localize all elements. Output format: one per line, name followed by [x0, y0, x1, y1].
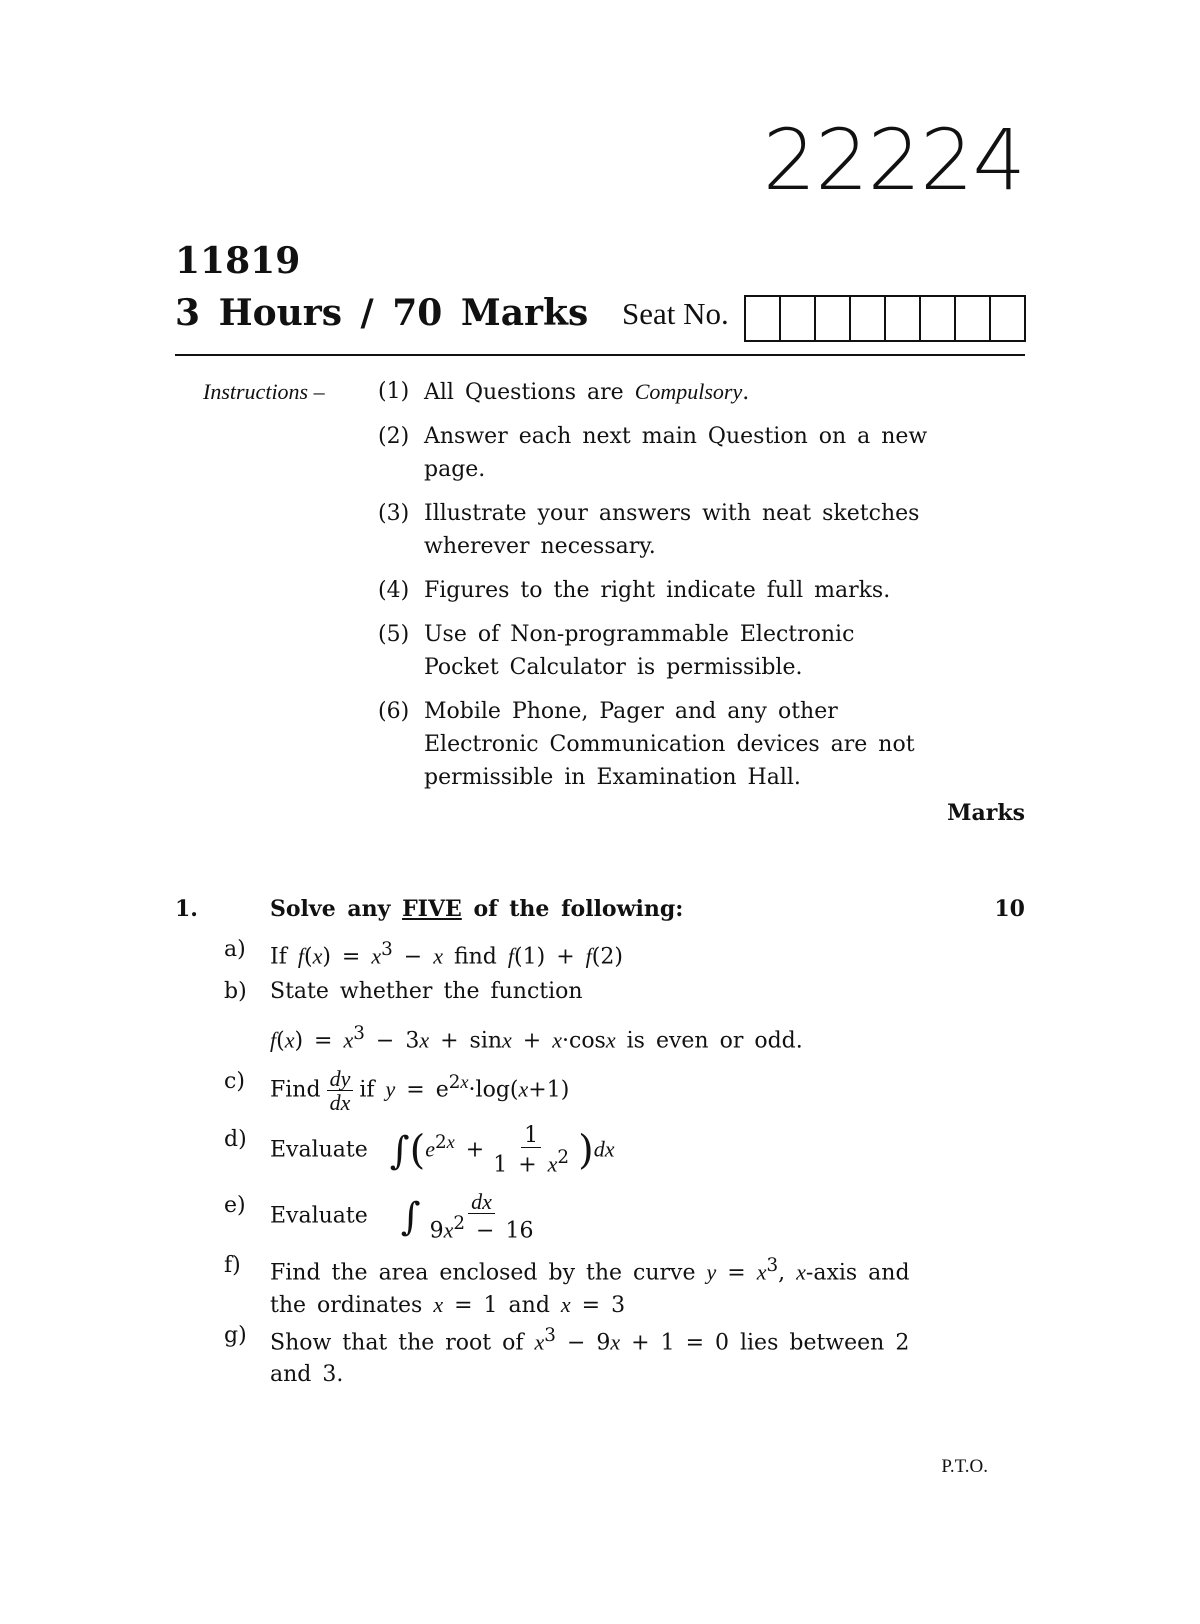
- marks-column-heading: Marks: [947, 800, 1025, 826]
- seat-box[interactable]: [746, 295, 781, 342]
- seat-box[interactable]: [781, 295, 816, 342]
- part-label: g): [224, 1323, 247, 1348]
- instruction-text: Use of Non-programmable Electronic Pocket Calculator is permissible.: [424, 622, 855, 680]
- exam-duration-marks: 3 Hours / 70 Marks: [175, 292, 589, 334]
- question-part-e: [224, 1190, 944, 1243]
- question-title: Solve any FIVE of the following:: [270, 896, 684, 922]
- question-part-a: [224, 934, 944, 973]
- question-marks: 10: [994, 896, 1025, 922]
- instruction-number: (2): [378, 424, 410, 449]
- instruction-text: Mobile Phone, Pager and any other Electronic Communication devices are not permissible in Examination Hall.: [424, 699, 915, 790]
- part-label: c): [224, 1069, 245, 1094]
- instruction-item: [378, 574, 938, 607]
- instruction-number: (6): [378, 699, 410, 724]
- instruction-number: (4): [378, 578, 410, 603]
- instruction-number: (1): [378, 379, 410, 404]
- part-text: Find the area enclosed by the curve $y = x^3$, x-axis and the ordinates x = 1 and x = 3: [270, 1255, 910, 1319]
- instruction-item: [378, 497, 938, 563]
- part-label: e): [224, 1193, 246, 1218]
- part-text: Show that the root of $x^3 - 9x + 1 = 0$ lies between 2 and 3.: [270, 1325, 910, 1388]
- instruction-item: [378, 420, 938, 486]
- seat-box[interactable]: [991, 295, 1026, 342]
- instruction-number: (3): [378, 501, 410, 526]
- part-label: a): [224, 937, 246, 962]
- instruction-number: (5): [378, 622, 410, 647]
- instruction-text: Answer each next main Question on a new page.: [424, 424, 928, 482]
- instructions-list: [378, 375, 938, 805]
- please-turn-over: P.T.O.: [941, 1456, 988, 1477]
- instruction-text: Figures to the right indicate full marks.: [424, 578, 891, 603]
- seat-box[interactable]: [816, 295, 851, 342]
- instructions-label: Instructions –: [203, 379, 325, 404]
- question-part-b: [224, 976, 944, 1057]
- seat-box[interactable]: [886, 295, 921, 342]
- instruction-item: [378, 618, 938, 684]
- subject-code: 11819: [175, 240, 301, 282]
- seat-box[interactable]: [851, 295, 886, 342]
- question-part-c: [224, 1066, 944, 1114]
- part-text: State whether the function $f(x) = x^3 - 3x + \sin x + x\cdot\cos x$ is even or odd.: [270, 979, 803, 1054]
- instruction-item: [378, 375, 938, 409]
- part-label: d): [224, 1127, 247, 1152]
- instruction-item: [378, 695, 938, 794]
- part-label: f): [224, 1253, 241, 1278]
- part-text: If $f(x) = x^3 - x$ find f(1) + f(2): [270, 939, 623, 970]
- instruction-text: Illustrate your answers with neat sketches wherever necessary.: [424, 501, 920, 559]
- question-number: 1.: [175, 896, 198, 922]
- part-text: Evaluate ∫ $\frac{dx}{9x^2 - 16}$: [270, 1189, 534, 1244]
- part-text: Evaluate $\int(e^{2x}$ + $\frac{1}{1 + x^2}$ )dx: [270, 1123, 615, 1178]
- seat-box[interactable]: [956, 295, 991, 342]
- seat-number-label: Seat No.: [622, 296, 729, 331]
- header-divider: [175, 354, 1025, 356]
- question-part-f: [224, 1250, 944, 1322]
- instruction-text: All Questions are Compulsory.: [424, 379, 750, 405]
- seat-number-boxes[interactable]: [744, 295, 1026, 342]
- question-part-g: [224, 1320, 944, 1391]
- question-part-d: [224, 1124, 944, 1177]
- part-text: Find $\frac{dy}{dx}$ if $y = e^{2x}\cdot\log(x+1)$: [270, 1065, 570, 1115]
- part-label: b): [224, 979, 247, 1004]
- paper-code: 22224: [762, 111, 1025, 209]
- seat-box[interactable]: [921, 295, 956, 342]
